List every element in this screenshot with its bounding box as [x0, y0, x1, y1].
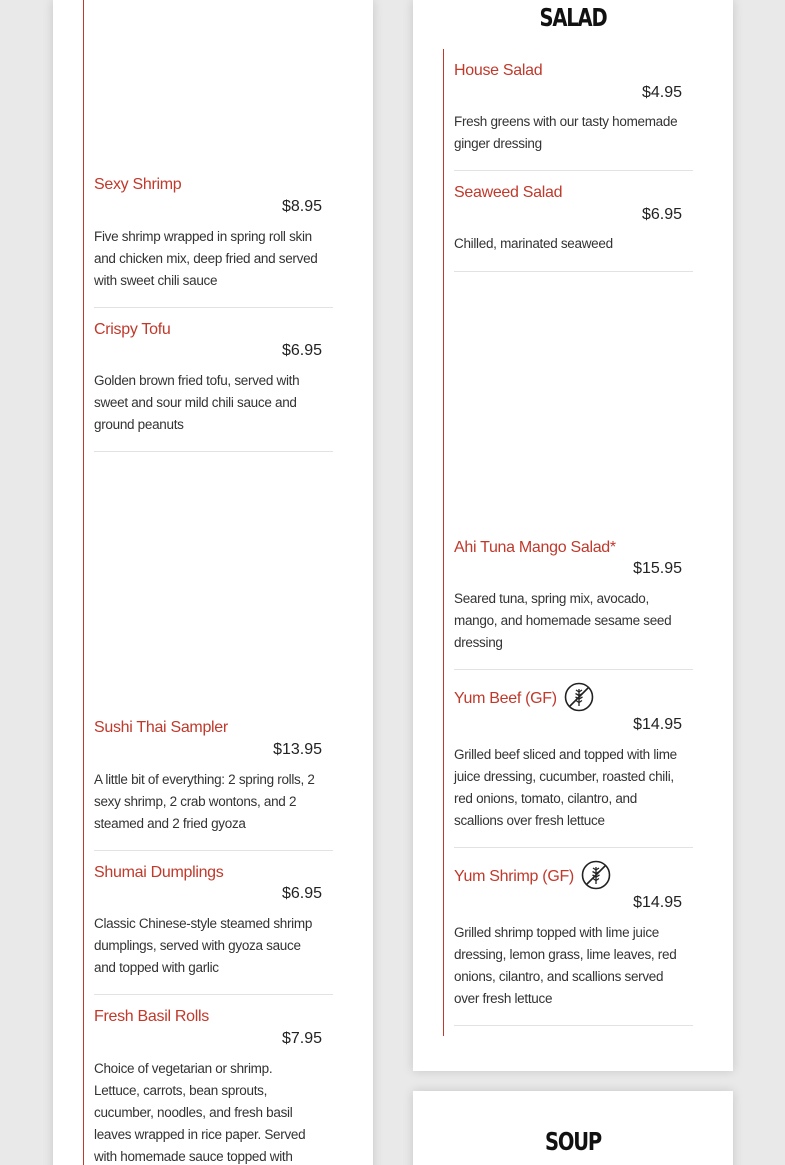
item-price: $6.95: [281, 342, 322, 359]
item-description: Chilled, marinated seaweed: [454, 236, 613, 251]
gluten-free-icon: [564, 682, 594, 712]
menu-item-shumai-dumplings: [94, 864, 333, 995]
menu-item-house-salad: [454, 62, 693, 171]
item-name-text: Yum Shrimp (GF): [454, 868, 574, 886]
menu-item-yum-shrimp: [454, 862, 693, 1026]
item-price: $14.95: [633, 716, 682, 733]
item-description: A little bit of everything: 2 spring rolls, 2 sexy shrimp, 2 crab wontons, and 2 steamed and 2 fried gyoza: [94, 772, 315, 831]
item-description: Choice of vegetarian or shrimp. Lettuce, carrots, bean sprouts, cucumber, noodles, and fresh basil leaves wrapped in rice paper. Served with homemade sauce topped with: [94, 1061, 306, 1164]
item-price: $15.95: [633, 560, 682, 577]
item-price: $14.95: [633, 894, 682, 911]
salad-card: [413, 0, 733, 1071]
item-name: Seaweed Salad: [454, 184, 563, 201]
item-description: Golden brown fried tofu, served with sweet and sour mild chili sauce and ground peanuts: [94, 373, 300, 432]
item-price: $6.95: [281, 885, 322, 902]
item-description: Classic Chinese-style steamed shrimp dumplings, served with gyoza sauce and topped with garlic: [94, 916, 313, 975]
item-price: $6.95: [641, 206, 682, 223]
item-price: $8.95: [281, 198, 322, 215]
item-description: Fresh greens with our tasty homemade ginger dressing: [454, 114, 678, 151]
item-name: [454, 862, 611, 892]
accent-rail: [443, 49, 444, 1036]
item-description: Seared tuna, spring mix, avocado, mango, and homemade sesame seed dressing: [454, 591, 672, 650]
item-price: $13.95: [273, 741, 322, 758]
item-name-text: Yum Beef (GF): [454, 690, 557, 708]
menu-item-fresh-basil-rolls: [94, 1008, 333, 1165]
item-name: Crispy Tofu: [94, 321, 171, 338]
item-name: House Salad: [454, 62, 543, 79]
item-price: $4.95: [641, 84, 682, 101]
item-name: Fresh Basil Rolls: [94, 1008, 209, 1025]
accent-rail: [83, 0, 84, 1165]
item-name: Shumai Dumplings: [94, 864, 224, 881]
item-description: Five shrimp wrapped in spring roll skin and chicken mix, deep fried and served with sweet chili sauce: [94, 229, 318, 288]
section-title-soup: SOUP: [544, 1127, 602, 1156]
item-description: Grilled shrimp topped with lime juice dressing, lemon grass, lime leaves, red onions, cilantro, and scallions served over fresh lettuce: [454, 925, 677, 1006]
item-description: Grilled beef sliced and topped with lime juice dressing, cucumber, roasted chili, red onions, tomato, cilantro, and scallions over fresh lettuce: [454, 747, 677, 828]
item-name: Sexy Shrimp: [94, 176, 182, 193]
menu-item-sushi-thai-sampler: [94, 719, 333, 851]
soup-card: [413, 1091, 733, 1165]
menu-item-ahi-tuna-mango-salad: [454, 539, 693, 670]
menu-item-sexy-shrimp: [94, 176, 333, 308]
gluten-free-icon: [581, 860, 611, 890]
item-name: Ahi Tuna Mango Salad*: [454, 539, 616, 556]
item-name: Sushi Thai Sampler: [94, 719, 228, 736]
menu-item-seaweed-salad: [454, 184, 693, 272]
section-title-salad: SALAD: [539, 3, 607, 32]
menu-item-crispy-tofu: [94, 321, 333, 452]
appetizers-card: [53, 0, 373, 1165]
item-price: $7.95: [281, 1030, 322, 1047]
menu-item-yum-beef: [454, 684, 693, 848]
item-name: [454, 684, 594, 714]
